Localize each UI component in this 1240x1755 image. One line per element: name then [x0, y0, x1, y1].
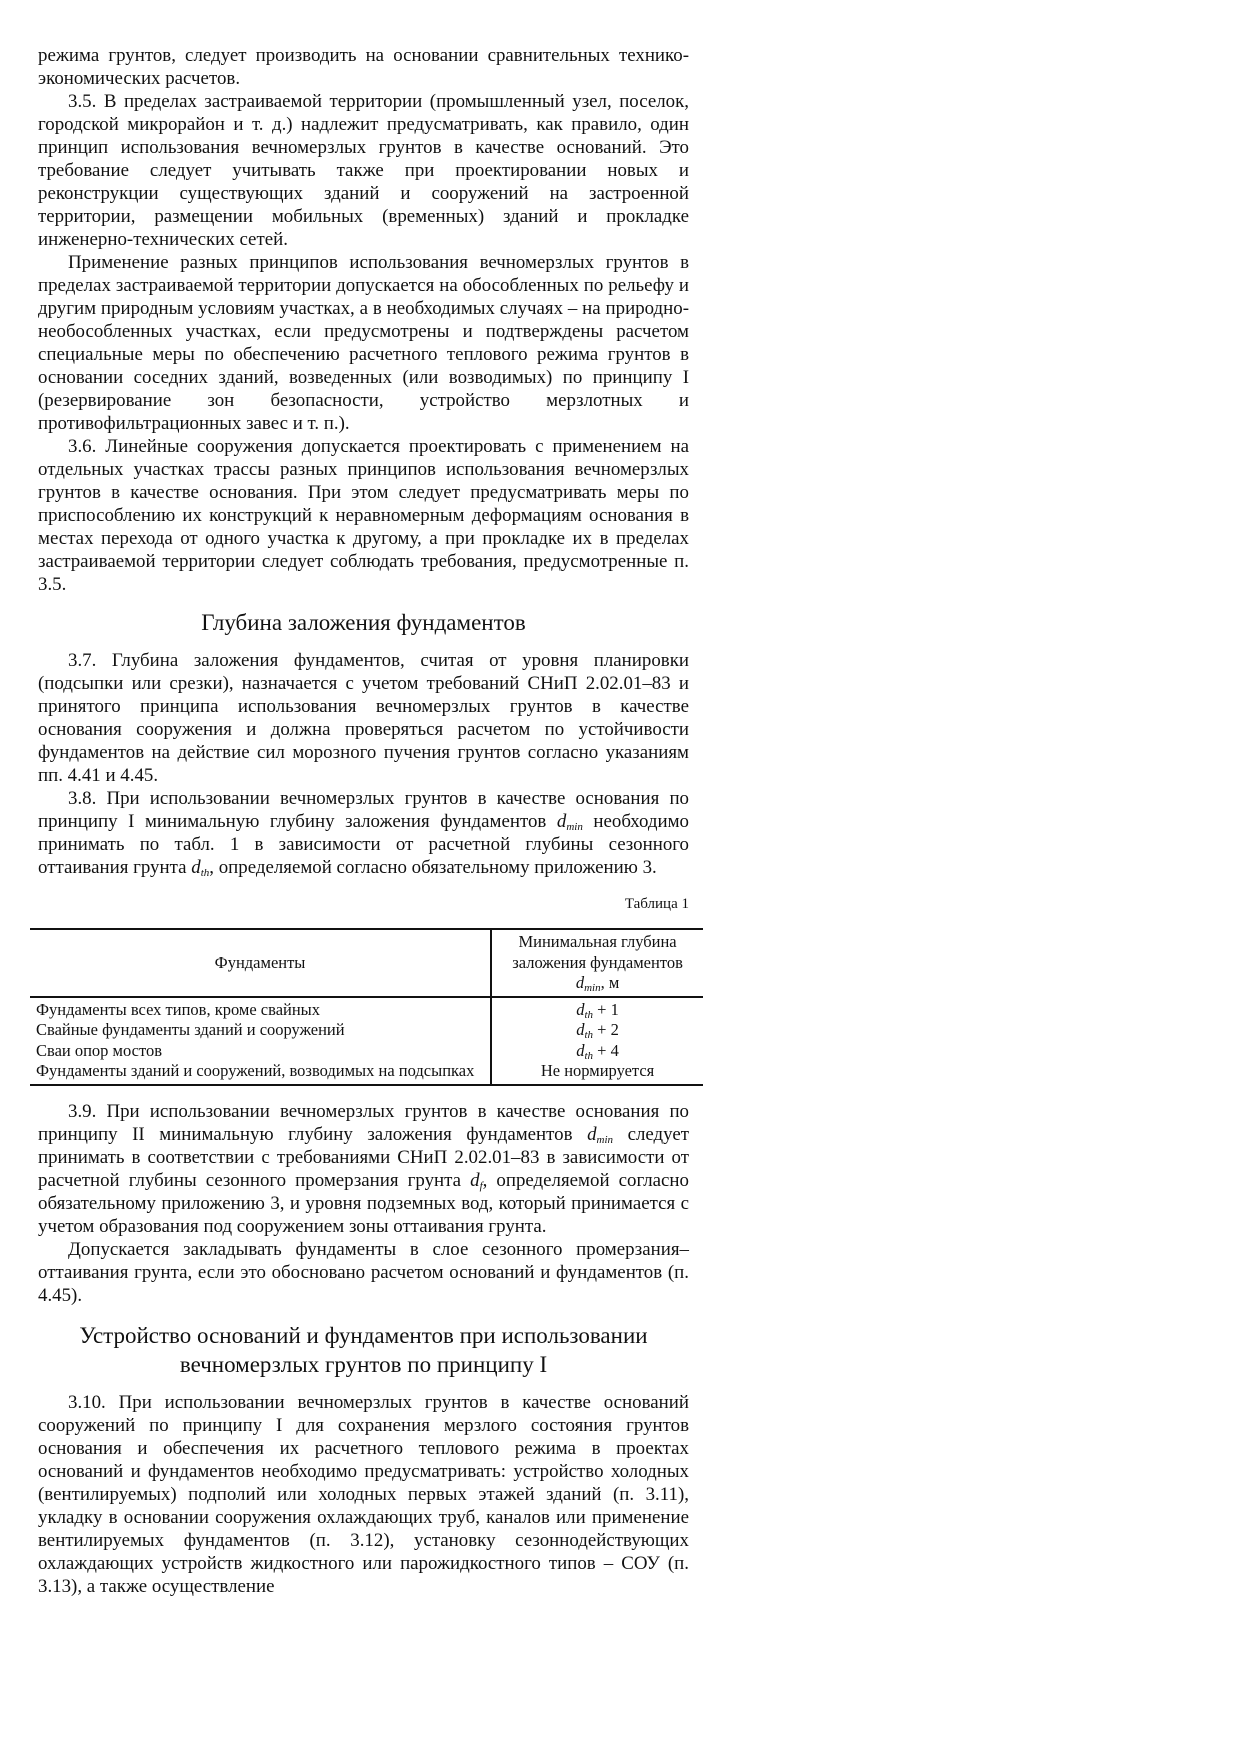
table-header-row — [30, 929, 703, 997]
paragraph-3-8 — [38, 787, 689, 879]
paragraph-3-9-cont: Допускается закладывать фундаменты в слое сезонного промерзания–оттаивания грунта, если это обосновано расчетом оснований и фундаментов (п. 4.45). — [38, 1238, 689, 1306]
symbol-d-th: $d_{th}$ — [191, 857, 210, 879]
symbol-d-min: $d_{min}$ — [587, 1123, 614, 1146]
table-min-depth — [30, 928, 703, 1086]
paragraph-3-8-part-b: необходимо принимать по табл. 1 в зависимости от расчетной глубины сезонного оттаивания грунта — [38, 811, 689, 878]
paragraph-3-7: 3.7. Глубина заложения фундаментов, считая от уровня планировки (подсыпки или срезки), назначается с учетом требований СНиП 2.02.01–83 и принятого принципа использования вечномерзлых грунтов в качестве основания сооружения и должна проверяться расчетом по устойчивости фундаментов на действие сил морозного пучения грунтов согласно указаниям пп. 4.41 и 4.45. — [38, 650, 689, 786]
paragraph-3-9-part-c: , определяемой согласно обязательному приложению 3, и уровня подземных вод, который принимается с учетом образования под сооружением зоны оттаивания грунта. — [38, 1169, 689, 1237]
table-caption: Таблица 1 — [624, 896, 689, 912]
table-cell-foundation: Фундаменты всех типов, кроме свайных — [30, 997, 491, 1021]
section-heading-principle-one: Устройство оснований и фундаментов при использовании вечномерзлых грунтов по принципу I — [79, 1322, 648, 1377]
table-row — [30, 997, 703, 1021]
table-row — [30, 1041, 703, 1062]
table-cell-foundation: Фундаменты зданий и сооружений, возводимых на подсыпках — [30, 1061, 491, 1085]
paragraph-3-6: 3.6. Линейные сооружения допускается проектировать с применением на отдельных участках трассы разных принципов использования вечномерзлых грунтов в качестве основания. При этом следует предусматривать меры по приспособлению их конструкций к неравномерным деформациям основания в местах перехода от одного участка к другому, а при прокладке их в пределах застраиваемой территории следует соблюдать требования, предусмотренные п. 3.5. — [38, 436, 689, 595]
paragraph-3-9-part-a: 3.9. При использовании вечномерзлых грунтов в качестве основания по принципу II минимальную глубину заложения фундаментов — [38, 1100, 689, 1145]
table-cell-depth: $d_{th} + 4$ — [576, 1040, 619, 1062]
symbol-d-min: $d_{min}$ — [556, 811, 583, 833]
table-header-min-depth: Минимальная глубина заложения фундаментов $d_{min}$, м — [491, 929, 703, 997]
document-page — [38, 44, 689, 1598]
paragraph-intro: режима грунтов, следует производить на основании сравнительных технико-экономических расчетов. — [38, 45, 689, 89]
table-cell-depth: $d_{th} + 1$ — [576, 999, 619, 1021]
paragraph-3-8-part-a: 3.8. При использовании вечномерзлых грунтов в качестве основания по принципу I минимальную глубину заложения фундаментов — [38, 788, 689, 832]
table-cell-foundation: Свайные фундаменты зданий и сооружений — [30, 1020, 491, 1041]
table-cell-depth: Не нормируется — [491, 1061, 703, 1085]
table-cell-depth: $d_{th} + 2$ — [576, 1020, 619, 1041]
section-heading-foundation-depth: Глубина заложения фундаментов — [201, 610, 526, 635]
paragraph-3-9-part-b: следует принимать в соответствии с требованиями СНиП 2.02.01–83 в зависимости от расчетной глубины сезонного промерзания грунта — [38, 1123, 689, 1191]
table-cell-foundation: Сваи опор мостов — [30, 1041, 491, 1062]
paragraph-3-5: 3.5. В пределах застраиваемой территории (промышленный узел, поселок, городской микрорайон и т. д.) надлежит предусматривать, как правило, один принцип использования вечномерзлых грунтов в качестве оснований. Это требование следует учитывать также при проектировании новых и реконструкции существующих зданий и сооружений на застроенной территории, размещении мобильных (временных) зданий и прокладке инженерно-технических сетей. — [38, 91, 689, 250]
table-row — [30, 1020, 703, 1041]
table-header-foundations: Фундаменты — [30, 929, 491, 997]
paragraph-3-5-cont: Применение разных принципов использования вечномерзлых грунтов в пределах застраиваемой территории допускается на обособленных по рельефу и другим природным условиям участках, а в необходимых случаях – на природно-необособленных участках, если предусмотрены и подтверждены расчетом специальные меры по обеспечению расчетного теплового режима грунтов в основании соседних зданий, возведенных (или возводимых) по принципу I (резервирование зон безопасности, устройство мерзлотных и противофильтрационных завес и т. п.). — [38, 252, 689, 434]
table-row — [30, 1061, 703, 1085]
paragraph-3-8-part-c: , определяемой согласно обязательному приложению 3. — [209, 857, 657, 878]
paragraph-3-10: 3.10. При использовании вечномерзлых грунтов в качестве оснований сооружений по принципу I для сохранения мерзлого состояния грунтов основания и обеспечения их расчетного теплового режима в проектах оснований и фундаментов необходимо предусматривать: устройство холодных (вентилируемых) подполий или холодных первых этажей зданий (п. 3.11), укладку в основании сооружения охлаждающих труб, каналов или применение вентилируемых фундаментов (п. 3.12), установку сезоннодействующих охлаждающих устройств жидкостного или парожидкостного типов – СОУ (п. 3.13), а также осуществление — [38, 1391, 689, 1597]
symbol-d-f: $d_f$ — [470, 1169, 483, 1192]
paragraph-3-9 — [38, 1100, 689, 1238]
